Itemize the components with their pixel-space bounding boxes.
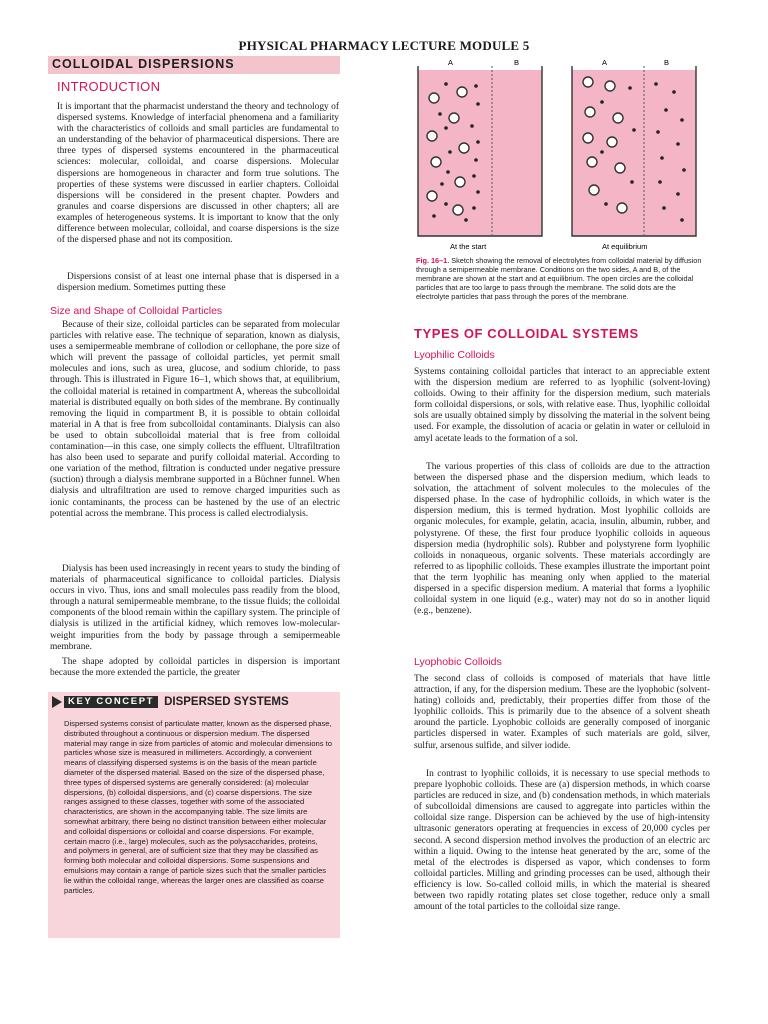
figure-caption bbox=[416, 257, 706, 302]
lyophilic-heading: Lyophilic Colloids bbox=[414, 349, 495, 361]
key-concept-header bbox=[52, 695, 289, 709]
lyophilic-paragraph-2: The various properties of this class of colloids are due to the attraction between the dispersed phase and the dispersion medium, which leads to solvation, the attachment of solvent molecules to the molecules of the dispersed phase. In the case of hydrophilic colloids, in which water is the dispersion medium, this is termed hydration. Most lyophilic colloids are organic molecules, for example, gelatin, acacia, insulin, albumin, rubber, and polystyrene. Of these, the first four produce lyophilic colloids in aqueous dispersion media (hydrophilic sols). Rubber and polystyrene form lyophilic colloids in nonaqueous, organic solvents. These materials accordingly are referred to as lipophilic colloids. These examples illustrate the important point that the term lyophilic has meaning only when applied to the material dispersed in a specific dispersion medium. A material that forms a lyophilic colloidal system in one liquid (e.g., water) may not do so in another liquid (e.g., benzene). bbox=[414, 462, 710, 617]
label-a-start: A bbox=[448, 58, 454, 67]
label-b-start: B bbox=[514, 58, 520, 67]
caption-start: At the start bbox=[450, 242, 487, 251]
key-concept-title: DISPERSED SYSTEMS bbox=[164, 696, 289, 708]
key-concept-text: Dispersed systems consist of particulate matter, known as the dispersed phase, distributed throughout a continuous or dispersion medium. The dispersed material may range in size from particles of atomic and molecular dimensions to particles whose size is measured in millimeters. Accordingly, a convenient means of classifying dispersed systems is on the basis of the mean particle diameter of the dispersed material. Based on the size of the dispersed phase, three types of dispersed systems are generally considered: (a) molecular dispersions, (b) colloidal dispersions, and (c) coarse dispersions. The size ranges assigned to these classes, together with some of the associated characteristics, are shown in the accompanying table. The size limits are somewhat arbitrary, there being no distinct transition between either molecular and colloidal dispersions or colloidal and coarse dispersions. For example, certain macro (i.e., large) molecules, such as the polysaccharides, proteins, and polymers in general, are of sufficient size that they may be classified as forming both molecular and colloidal dispersions. Some suspensions and emulsions may contain a range of particle sizes such that the smaller particles lie within the colloidal range, whereas the larger ones are classified as coarse particles. bbox=[64, 719, 333, 895]
size-paragraph-3: The shape adopted by colloidal particles in dispersion is important because the more extended the particle, the greater bbox=[50, 657, 340, 679]
arrow-icon bbox=[52, 696, 62, 708]
label-b-equilibrium: B bbox=[664, 58, 670, 67]
intro-paragraph-1: It is important that the pharmacist understand the theory and technology of dispersed systems. Knowledge of interfacial phenomena and a familiarity with the characteristics of colloids and small particles are fundamental to an understanding of the behavior of pharmaceutical dispersions. There are three types of dispersed systems encountered in the pharmaceutical sciences: molecular, colloidal, and coarse dispersions. Molecular dispersions are homogeneous in character and form true solutions. The properties of these systems were discussed in earlier chapters. Colloidal dispersions will be considered in the present chapter. Powders and granules and coarse dispersions are discussed in other chapters; all are examples of heterogeneous systems. It is important to know that the only difference between molecular, colloidal, and coarse dispersions is the size of the dispersed phase and not its composition. bbox=[57, 102, 339, 246]
size-paragraph-2: Dialysis has been used increasingly in recent years to study the binding of materials of pharmaceutical significance to colloidal particles. Dialysis occurs in vivo. Thus, ions and small molecules pass readily from the blood, through a natural semipermeable membrane, to the tissue fluids; the colloidal components of the blood remain within the capillary system. The principle of dialysis is utilized in the artificial kidney, which removes low-molecular-weight impurities from the body by passage through a semipermeable membrane. bbox=[50, 564, 340, 652]
lyophobic-paragraph-1: The second class of colloids is composed of materials that have little attraction, if any, for the dispersion medium. These are the lyophobic (solvent-hating) colloids and, predictably, their properties differ from those of the lyophilic colloids. This is primarily due to the absence of a solvent sheath around the particle. Lyophobic colloids are generally composed of inorganic particles dispersed in water. Examples of such materials are gold, silver, sulfur, arsenous sulfide, and silver iodide. bbox=[414, 674, 710, 751]
intro-paragraph-2: Dispersions consist of at least one internal phase that is dispersed in a dispersion medium. Sometimes putting these bbox=[57, 272, 339, 294]
tank-equilibrium-fill bbox=[572, 70, 696, 236]
lyophobic-paragraph-2: In contrast to lyophilic colloids, it is necessary to use special methods to prepare lyophobic colloids. These are (a) dispersion methods, in which coarse particles are reduced in size, and (b) condensation methods, in which materials of subcolloidal dimensions are caused to aggregate into particles within the colloidal size range. Dispersion can be achieved by the use of high-intensity ultrasonic generators operating at frequencies in excess of 20,000 cycles per second. A second dispersion method involves the production of an electric arc within a liquid. Owing to the intense heat generated by the arc, some of the metal of the electrodes is dispersed as vapor, which condenses to form colloidal particles. Milling and grinding processes can be used, although their efficiency is low. So-called colloid mills, in which the material is sheared between two rapidly rotating plates set close together, reduce only a small amount of the total particles to the colloidal size range. bbox=[414, 769, 710, 913]
figure-number: Fig. 16–1. bbox=[416, 256, 450, 265]
section-banner-label: COLLOIDAL DISPERSIONS bbox=[52, 57, 235, 71]
section-banner bbox=[48, 56, 340, 74]
module-title: PHYSICAL PHARMACY LECTURE MODULE 5 bbox=[238, 38, 530, 53]
caption-equilibrium: At equilibrium bbox=[602, 242, 648, 251]
key-concept-tag: KEY CONCEPT bbox=[64, 696, 158, 708]
label-a-equilibrium: A bbox=[602, 58, 608, 67]
lyophobic-heading: Lyophobic Colloids bbox=[414, 656, 502, 668]
lyophilic-paragraph-1: Systems containing colloidal particles that interact to an appreciable extent with the dispersion medium are referred to as lyophilic (solvent-loving) colloids. Owing to their affinity for the dispersion medium, such materials form colloidal dispersions, or sols, with relative ease. Thus, lyophilic colloidal sols are usually obtained simply by dissolving the material in the solvent being used. For example, the dissolution of acacia or gelatin in water or celluloid in amyl acetate leads to the formation of a sol. bbox=[414, 367, 710, 444]
introduction-heading: INTRODUCTION bbox=[57, 79, 161, 94]
dialysis-figure bbox=[412, 58, 712, 254]
types-heading: TYPES OF COLLOIDAL SYSTEMS bbox=[414, 326, 639, 341]
size-paragraph-1: Because of their size, colloidal particles can be separated from molecular particles with relative ease. The technique of separation, known as dialysis, uses a semipermeable membrane of collodion or cellophane, the pore size of which will prevent the passage of colloidal particles, yet permit small molecules and ions, such as urea, glucose, and sodium chloride, to pass through. This is illustrated in Figure 16–1, which shows that, at equilibrium, the colloidal material is retained in compartment A, whereas the subcolloidal material is distributed equally on both sides of the membrane. By continually removing the liquid in compartment B, it is possible to obtain colloidal material in A that is free from subcolloidal contaminants. Dialysis can also be used to obtain subcolloidal material that is free from colloidal contamination—in this case, one simply collects the effluent. Ultrafiltration has also been used to separate and purify colloidal material. According to one variation of the method, filtration is conducted under negative pressure (suction) through a dialysis membrane supported in a Büchner funnel. When dialysis and ultrafiltration are used to remove charged impurities such as ionic contaminants, the process can be hastened by the use of an electric potential across the membrane. This process is called electrodialysis. bbox=[50, 320, 340, 519]
dialysis-diagram bbox=[412, 58, 712, 254]
size-shape-heading: Size and Shape of Colloidal Particles bbox=[50, 305, 223, 317]
figure-caption-text: Sketch showing the removal of electrolytes from colloidal material by diffusion through a semipermeable membrane. Conditions on the two sides, A and B, of the membrane are shown at the start and at equilibrium. The open circles are the colloidal particles that are too large to pass through the membrane. The solid dots are the electrolyte particles that pass through the pores of the membrane. bbox=[416, 256, 702, 301]
